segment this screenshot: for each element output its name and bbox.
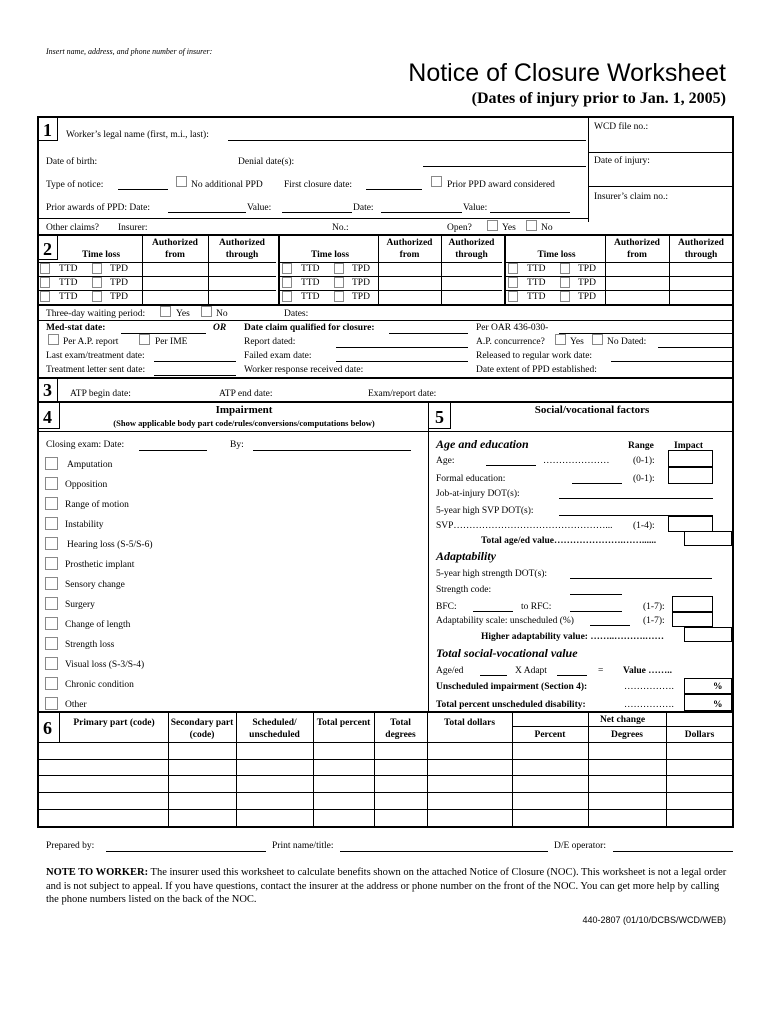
to-rfc-label: to RFC: <box>521 602 552 612</box>
impairment-title: Impairment <box>215 404 273 416</box>
tpd-checkbox[interactable] <box>92 263 102 274</box>
released-label: Released to regular work date: <box>476 351 593 361</box>
tpd-label: TPD <box>110 292 128 302</box>
or-label: OR <box>213 323 227 333</box>
age-impact-box[interactable] <box>668 450 713 467</box>
medstat-label: Med-stat date: <box>46 323 106 333</box>
summary-column-header: Total percent <box>316 718 371 728</box>
x-adapt-label: X Adapt <box>515 666 547 676</box>
de-operator-label: D/E operator: <box>554 841 606 851</box>
tpd-label: TPD <box>578 278 596 288</box>
summary-cell[interactable] <box>375 793 427 808</box>
impairment-checkbox[interactable] <box>45 497 58 510</box>
impairment-item: Amputation <box>67 460 113 470</box>
auth-through-heading: Authorized through <box>678 238 724 260</box>
summary-cell[interactable] <box>667 793 733 808</box>
open-label: Open? <box>447 223 472 233</box>
formal-edu-label: Formal education: <box>436 474 506 484</box>
x-adapt-field[interactable] <box>557 675 587 676</box>
social-vocational-title: Social/vocational factors <box>534 404 650 416</box>
summary-cell[interactable] <box>667 760 733 775</box>
auth-through-field[interactable] <box>670 262 733 275</box>
summary-cell[interactable] <box>314 760 374 775</box>
impairment-note: (Show applicable body part code/rules/conversions/computations below) <box>113 418 375 428</box>
treat-letter-label: Treatment letter sent date: <box>46 365 146 375</box>
impairment-item: Change of length <box>65 620 131 630</box>
summary-column-header: Secondary part (code) <box>170 718 234 740</box>
svp-range: (1-4): <box>633 521 655 531</box>
type-notice-field[interactable] <box>118 189 168 190</box>
summary-cell[interactable] <box>667 743 733 758</box>
time-loss-heading: Time loss <box>537 250 576 260</box>
ttd-checkbox[interactable] <box>40 277 50 288</box>
ppd-extent-label: Date extent of PPD established: <box>476 365 597 375</box>
prior-ppd-label: Prior PPD award considered <box>447 180 555 190</box>
denial-label: Denial date(s): <box>238 157 295 167</box>
net-change-subheader: Dollars <box>684 730 715 740</box>
report-dated-label: Report dated: <box>244 337 296 347</box>
net-change-subheader: Percent <box>534 730 566 740</box>
total-pct-label: Total percent unscheduled disability: <box>436 700 586 710</box>
prepared-label: Prepared by: <box>46 841 95 851</box>
ap-concur-yes-checkbox[interactable] <box>555 334 566 345</box>
summary-column-header: Total degrees <box>385 718 416 740</box>
unsched-label: Unscheduled impairment (Section 4): <box>436 682 588 692</box>
impairment-item: Other <box>65 700 87 710</box>
auth-through-field[interactable] <box>670 290 733 303</box>
atp-begin-label: ATP begin date: <box>70 389 131 399</box>
summary-column-header: Primary part (code) <box>73 718 155 728</box>
higher-adapt-box[interactable] <box>684 627 732 642</box>
qualified-label: Date claim qualified for closure: <box>244 323 375 333</box>
waiting-no-checkbox[interactable] <box>201 306 212 317</box>
waiting-yes-checkbox[interactable] <box>160 306 171 317</box>
prior-awards-label: Prior awards of PPD: Date: <box>46 203 150 213</box>
age-field[interactable] <box>486 465 536 466</box>
summary-cell[interactable] <box>169 743 236 758</box>
impairment-item: Strength loss <box>65 640 115 650</box>
bfc-field[interactable] <box>473 611 513 612</box>
dates-label: Dates: <box>284 309 309 319</box>
age-edu-heading: Age and education <box>436 437 529 451</box>
summary-cell[interactable] <box>667 810 733 825</box>
auth-through-field[interactable] <box>442 290 502 303</box>
auth-through-heading: Authorized through <box>448 238 495 260</box>
by-label: By: <box>230 440 244 450</box>
other-claims-label: Other claims? <box>46 223 100 233</box>
time-loss-heading: Time loss <box>310 250 350 260</box>
open-yes-label: Yes <box>502 223 516 233</box>
ttd-checkbox[interactable] <box>40 291 50 302</box>
auth-from-field[interactable] <box>143 276 208 289</box>
impairment-checkbox[interactable] <box>45 577 58 590</box>
age-range: (0-1): <box>633 456 655 466</box>
section-2-number: 2 <box>43 239 52 259</box>
ttd-checkbox[interactable] <box>282 277 292 288</box>
first-closure-label: First closure date: <box>284 180 353 190</box>
no-dated-label: No Dated: <box>607 337 647 347</box>
impairment-checkbox[interactable] <box>45 597 58 610</box>
closing-exam-by-field[interactable] <box>253 450 411 451</box>
ttd-checkbox[interactable] <box>508 291 518 302</box>
summary-cell[interactable] <box>375 776 427 791</box>
legal-name-label: Worker’s legal name (first, m.i., last): <box>66 130 209 140</box>
total-pct-box[interactable] <box>684 694 732 711</box>
ap-concur-no-checkbox[interactable] <box>592 334 603 345</box>
form-number: 440-2807 (01/10/DCBS/WCD/WEB) <box>582 915 726 925</box>
impairment-checkbox[interactable] <box>45 517 58 530</box>
summary-cell[interactable] <box>589 743 666 758</box>
insurer-label: Insurer: <box>118 223 148 233</box>
time-loss-group-divider <box>504 236 506 304</box>
formal-edu-field[interactable] <box>572 483 622 484</box>
ttd-label: TTD <box>527 292 546 302</box>
last-exam-label: Last exam/treatment date: <box>46 351 145 361</box>
dob-label: Date of birth: <box>46 157 98 167</box>
total-pct-symbol: % <box>713 700 723 710</box>
ap-concur-yes-label: Yes <box>570 337 584 347</box>
type-notice-label: Type of notice: <box>46 180 104 190</box>
auth-through-field[interactable] <box>670 276 733 289</box>
claim-no-label-2: No.: <box>332 223 349 233</box>
svp-impact-box[interactable] <box>668 516 713 532</box>
de-operator-field[interactable] <box>613 851 733 852</box>
per-ap-checkbox[interactable] <box>48 334 59 345</box>
impairment-checkbox[interactable] <box>45 637 58 650</box>
tpd-label: TPD <box>110 278 128 288</box>
print-name-label: Print name/title: <box>272 841 334 851</box>
higher-adapt-label: Higher adaptability value: ……..……….…… <box>481 632 664 642</box>
qualified-field[interactable] <box>389 333 468 334</box>
tpd-label: TPD <box>352 278 370 288</box>
adapt-scale-label: Adaptability scale: unscheduled (%) <box>436 616 574 626</box>
job-dot-label: Job-at-injury DOT(s): <box>436 489 520 499</box>
impact-heading: Impact <box>674 441 704 451</box>
tpd-checkbox[interactable] <box>560 263 570 274</box>
failed-exam-field[interactable] <box>336 361 468 362</box>
auth-from-field[interactable] <box>606 262 669 275</box>
section-4-number: 4 <box>43 407 52 427</box>
tpd-label: TPD <box>110 264 128 274</box>
total-age-box[interactable] <box>684 531 732 546</box>
per-oar-label: Per OAR 436-030- <box>476 323 549 333</box>
auth-through-heading: Authorized through <box>219 238 265 260</box>
auth-through-field[interactable] <box>442 276 502 289</box>
exam-report-label: Exam/report date: <box>368 389 437 399</box>
impairment-checkbox[interactable] <box>45 677 58 690</box>
ttd-label: TTD <box>301 264 320 274</box>
bfc-impact-box[interactable] <box>672 596 713 612</box>
unsched-pct: % <box>713 682 723 692</box>
summary-cell[interactable] <box>237 743 313 758</box>
auth-from-field[interactable] <box>606 276 669 289</box>
time-loss-group-divider <box>278 236 280 304</box>
summary-cell[interactable] <box>667 776 733 791</box>
impairment-checkbox[interactable] <box>45 617 58 630</box>
per-ime-checkbox[interactable] <box>139 334 150 345</box>
auth-from-field[interactable] <box>379 290 441 303</box>
no-ppd-label: No additional PPD <box>191 180 263 190</box>
impairment-checkbox[interactable] <box>45 537 58 550</box>
value-label-1: Value: <box>247 203 272 213</box>
summary-cell[interactable] <box>314 810 374 825</box>
date-label-2: Date: <box>353 203 374 213</box>
strength-code-field[interactable] <box>570 594 622 595</box>
no-ppd-checkbox[interactable] <box>176 176 187 187</box>
net-change-header: Net change <box>599 715 646 725</box>
ttd-label: TTD <box>527 278 546 288</box>
ttd-label: TTD <box>59 264 78 274</box>
tpd-label: TPD <box>578 292 596 302</box>
summary-cell[interactable] <box>169 793 236 808</box>
auth-from-field[interactable] <box>379 262 441 275</box>
tpd-checkbox[interactable] <box>92 277 102 288</box>
ttd-checkbox[interactable] <box>282 263 292 274</box>
open-yes-checkbox[interactable] <box>487 220 498 231</box>
edu-range: (0-1): <box>633 474 655 484</box>
treat-letter-field[interactable] <box>154 375 236 376</box>
tpd-checkbox[interactable] <box>334 291 344 302</box>
last-exam-field[interactable] <box>154 361 236 362</box>
total-sv-heading: Total social-vocational value <box>436 646 578 660</box>
print-name-field[interactable] <box>340 851 548 852</box>
summary-cell[interactable] <box>375 810 427 825</box>
age-ed-label: Age/ed <box>436 666 464 676</box>
ttd-label: TTD <box>301 278 320 288</box>
auth-through-field[interactable] <box>209 262 276 275</box>
prior-award-date-1[interactable] <box>168 212 246 213</box>
failed-exam-label: Failed exam date: <box>244 351 312 361</box>
page-title: Notice of Closure Worksheet <box>408 59 726 87</box>
impairment-checkbox[interactable] <box>45 477 58 490</box>
summary-cell[interactable] <box>589 776 666 791</box>
waiting-yes-label: Yes <box>176 309 190 319</box>
open-no-label: No <box>541 223 553 233</box>
section-6-number: 6 <box>43 718 52 738</box>
tpd-checkbox[interactable] <box>334 277 344 288</box>
range-heading: Range <box>628 441 654 451</box>
impairment-item: Surgery <box>65 600 95 610</box>
closing-exam-label: Closing exam: Date: <box>46 440 125 450</box>
total-age-label: Total age/ed value………………….……...... <box>481 536 657 546</box>
adaptability-heading: Adaptability <box>436 549 496 563</box>
ttd-label: TTD <box>301 292 320 302</box>
rfc-field[interactable] <box>570 611 622 612</box>
auth-from-field[interactable] <box>379 276 441 289</box>
ttd-checkbox[interactable] <box>282 291 292 302</box>
prior-ppd-checkbox[interactable] <box>431 176 442 187</box>
summary-cell[interactable] <box>375 743 427 758</box>
ttd-label: TTD <box>59 278 78 288</box>
summary-cell[interactable] <box>428 793 512 808</box>
svp-label: SVP…………………………………………... <box>436 521 613 531</box>
tpd-checkbox[interactable] <box>92 291 102 302</box>
open-no-checkbox[interactable] <box>526 220 537 231</box>
note-to-worker: NOTE TO WORKER: The insurer used this worksheet to calculate benefits shown on the attached Notice of Closure (NOC). This worksheet is not a legal order and is not subject to appeal. If you have questions, contact the insurer at the address or phone number on the front of the NOC. You can get more help by calling the phone numbers listed on the back of the NOC. <box>46 867 727 905</box>
ttd-checkbox[interactable] <box>40 263 50 274</box>
per-ap-label: Per A.P. report <box>63 337 119 347</box>
ttd-checkbox[interactable] <box>508 263 518 274</box>
edu-impact-box[interactable] <box>668 467 713 484</box>
impairment-checkbox[interactable] <box>45 557 58 570</box>
auth-from-field[interactable] <box>606 290 669 303</box>
impairment-item: Prosthetic implant <box>65 560 135 570</box>
summary-cell[interactable] <box>169 760 236 775</box>
time-loss-heading: Time loss <box>81 250 121 260</box>
impairment-checkbox[interactable] <box>45 697 58 710</box>
per-ime-label: Per IME <box>155 337 188 347</box>
summary-cell[interactable] <box>428 743 512 758</box>
no-dated-field[interactable] <box>658 347 732 348</box>
svp-dot-label: 5-year high SVP DOT(s): <box>436 506 534 516</box>
impairment-item: Sensory change <box>65 580 125 590</box>
impairment-item: Opposition <box>65 480 108 490</box>
impairment-item: Chronic condition <box>65 680 134 690</box>
adapt-range: (1-7): <box>643 616 665 626</box>
impairment-item: Instability <box>65 520 104 530</box>
per-oar-field[interactable] <box>559 333 732 334</box>
summary-column-header: Total dollars <box>443 718 496 728</box>
summary-cell[interactable] <box>314 743 374 758</box>
impairment-checkbox[interactable] <box>45 657 58 670</box>
section-3-number: 3 <box>43 380 52 400</box>
first-closure-field[interactable] <box>366 189 422 190</box>
tpd-label: TPD <box>578 264 596 274</box>
wcd-file-label: WCD file no.: <box>594 122 649 132</box>
summary-cell[interactable] <box>314 776 374 791</box>
summary-cell[interactable] <box>237 810 313 825</box>
auth-through-field[interactable] <box>209 276 276 289</box>
summary-cell[interactable] <box>237 760 313 775</box>
claim-no-label: Insurer’s claim no.: <box>594 192 668 202</box>
unsched-dots: ……………. <box>624 682 674 692</box>
equals-sign: = <box>598 666 604 676</box>
prepared-field[interactable] <box>106 851 266 852</box>
tpd-label: TPD <box>352 264 370 274</box>
impairment-item: Visual loss (S-3/S-4) <box>65 660 145 670</box>
tpd-label: TPD <box>352 292 370 302</box>
summary-cell[interactable] <box>314 793 374 808</box>
closing-exam-date-field[interactable] <box>139 450 207 451</box>
auth-from-heading: Authorized from <box>152 238 198 260</box>
waiting-no-label: No <box>216 309 228 319</box>
summary-cell[interactable] <box>39 760 168 775</box>
auth-through-field[interactable] <box>442 262 502 275</box>
summary-cell[interactable] <box>39 743 168 758</box>
strength-dot-field[interactable] <box>570 578 712 579</box>
worker-resp-label: Worker response received date: <box>244 365 364 375</box>
released-field[interactable] <box>611 361 732 362</box>
prior-award-value-1[interactable] <box>282 212 352 213</box>
ttd-checkbox[interactable] <box>508 277 518 288</box>
insurer-note: Insert name, address, and phone number of insurer: <box>46 47 213 56</box>
section-1-number: 1 <box>43 120 52 140</box>
strength-code-label: Strength code: <box>436 585 492 595</box>
age-dots: ………………… <box>543 456 610 466</box>
impairment-item: Range of motion <box>65 500 129 510</box>
bfc-label: BFC: <box>436 602 457 612</box>
summary-column-header: Scheduled/ unscheduled <box>249 718 300 740</box>
tpd-checkbox[interactable] <box>560 291 570 302</box>
value-label: Value …….. <box>623 666 673 676</box>
summary-cell[interactable] <box>39 810 168 825</box>
age-label: Age: <box>436 456 455 466</box>
s4-s5-divider <box>428 403 429 712</box>
auth-through-field[interactable] <box>209 290 276 303</box>
denial-field[interactable] <box>423 166 586 167</box>
report-dated-field[interactable] <box>336 347 468 348</box>
legal-name-field[interactable] <box>228 140 586 141</box>
adapt-impact-box[interactable] <box>672 612 713 627</box>
value-label-2: Value: <box>463 203 488 213</box>
summary-cell[interactable] <box>513 793 588 808</box>
summary-cell[interactable] <box>428 810 512 825</box>
right-column-divider <box>588 117 589 222</box>
summary-cell[interactable] <box>428 760 512 775</box>
waiting-label: Three-day waiting period: <box>46 309 146 319</box>
summary-cell[interactable] <box>513 776 588 791</box>
doi-label: Date of injury: <box>594 156 650 166</box>
summary-cell[interactable] <box>589 810 666 825</box>
summary-cell[interactable] <box>169 776 236 791</box>
ttd-label: TTD <box>59 292 78 302</box>
adapt-scale-field[interactable] <box>590 625 630 626</box>
summary-cell[interactable] <box>39 776 168 791</box>
summary-cell[interactable] <box>513 743 588 758</box>
auth-from-field[interactable] <box>143 262 208 275</box>
auth-from-field[interactable] <box>143 290 208 303</box>
net-change-subheader: Degrees <box>610 730 643 740</box>
summary-cell[interactable] <box>237 793 313 808</box>
age-ed-field[interactable] <box>480 675 507 676</box>
auth-from-heading: Authorized from <box>386 238 433 260</box>
summary-cell[interactable] <box>428 776 512 791</box>
summary-cell[interactable] <box>237 776 313 791</box>
strength-dot-label: 5-year high strength DOT(s): <box>436 569 548 579</box>
atp-end-label: ATP end date: <box>219 389 273 399</box>
ttd-label: TTD <box>527 264 546 274</box>
prior-award-value-2[interactable] <box>490 212 570 213</box>
summary-cell[interactable] <box>589 760 666 775</box>
total-pct-dots: ……………. <box>624 700 674 710</box>
impairment-item: Hearing loss (S-5/S-6) <box>67 540 153 550</box>
job-dot-field[interactable] <box>559 498 713 499</box>
summary-cell[interactable] <box>375 760 427 775</box>
tpd-checkbox[interactable] <box>334 263 344 274</box>
page-subtitle: (Dates of injury prior to Jan. 1, 2005) <box>471 90 726 107</box>
summary-cell[interactable] <box>589 793 666 808</box>
auth-from-heading: Authorized from <box>614 238 660 260</box>
section-5-number: 5 <box>435 407 444 427</box>
prior-award-date-2[interactable] <box>381 212 462 213</box>
impairment-checkbox[interactable] <box>45 457 58 470</box>
bfc-range: (1-7): <box>643 602 665 612</box>
summary-cell[interactable] <box>513 810 588 825</box>
tpd-checkbox[interactable] <box>560 277 570 288</box>
summary-cell[interactable] <box>169 810 236 825</box>
medstat-field[interactable] <box>121 333 206 334</box>
ap-concur-label: A.P. concurrence? <box>476 337 545 347</box>
summary-cell[interactable] <box>513 760 588 775</box>
summary-cell[interactable] <box>39 793 168 808</box>
unsched-box[interactable] <box>684 678 732 694</box>
